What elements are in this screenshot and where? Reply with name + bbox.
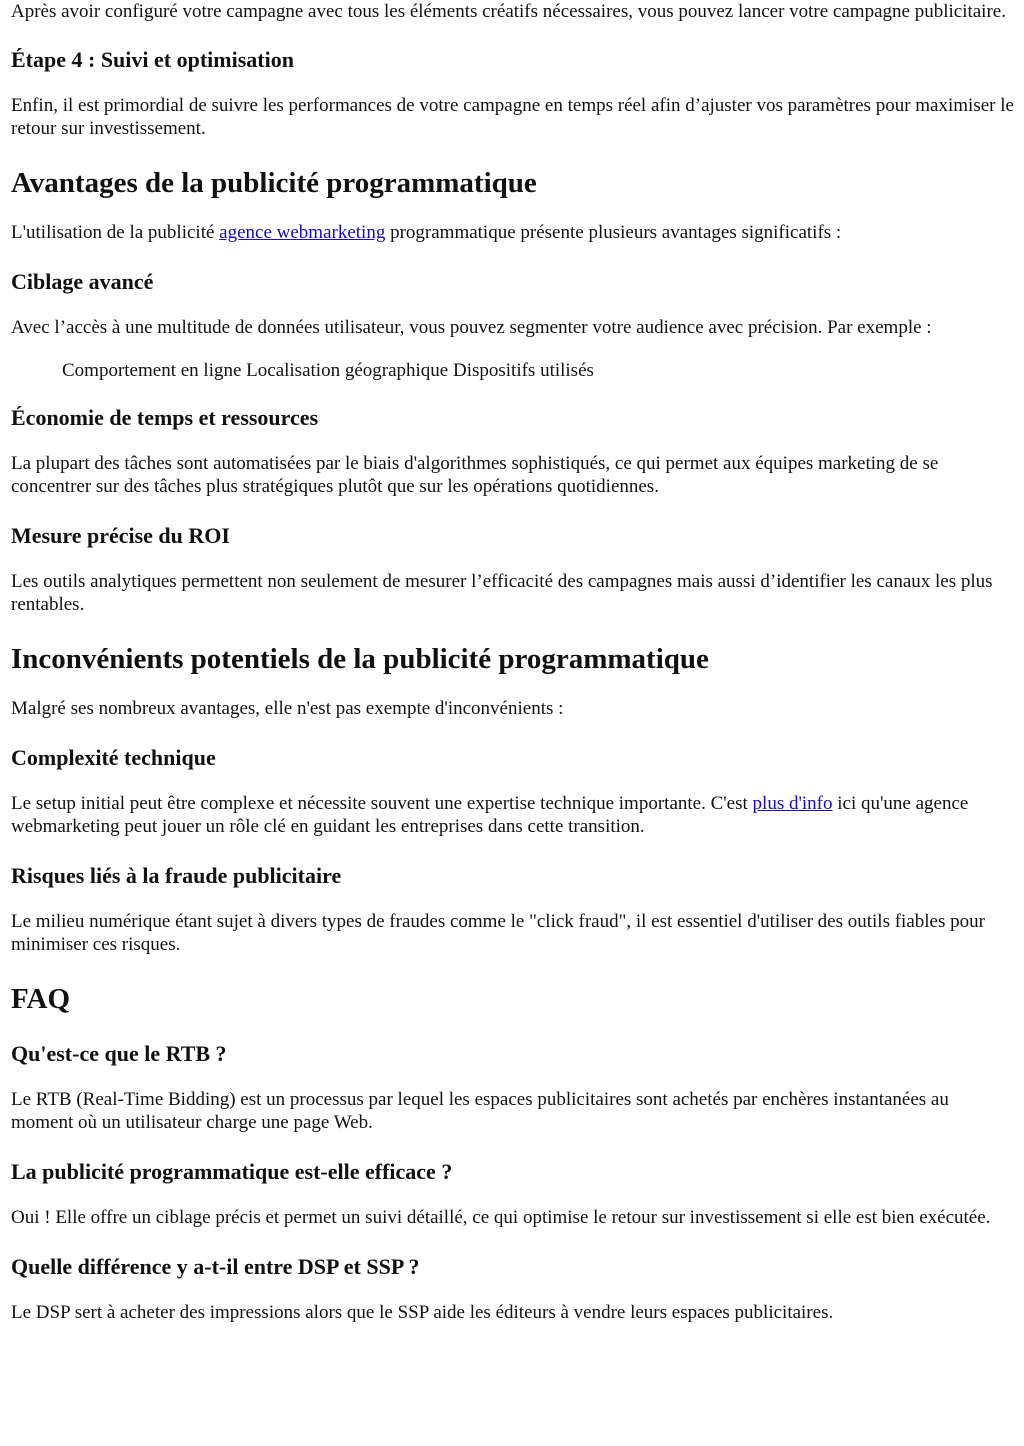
fraud-heading: Risques liés à la fraude publicitaire <box>11 863 342 888</box>
targeting-list: Comportement en ligne Localisation géographique Dispositifs utilisés <box>62 360 594 381</box>
fraud-paragraph: Le milieu numérique étant sujet à divers types de fraudes comme le "click fraud", il est essentiel d'utiliser des outils fiables pour minimiser ces risques. <box>11 911 985 955</box>
plus-info-link[interactable]: plus d'info <box>752 793 833 814</box>
complexity-paragraph <box>11 792 1014 838</box>
targeting-paragraph: Avec l’accès à une multitude de données utilisateur, vous pouvez segmenter votre audience avec précision. Par exemple : <box>11 317 932 338</box>
advantages-heading: Avantages de la publicité programmatique <box>11 167 537 199</box>
drawbacks-intro: Malgré ses nombreux avantages, elle n'est pas exempte d'inconvénients : <box>11 698 564 719</box>
advantages-intro-text-after: programmatique présente plusieurs avantages significatifs : <box>385 222 842 243</box>
intro-paragraph: Après avoir configuré votre campagne avec tous les éléments créatifs nécessaires, vous pouvez lancer votre campagne publicitaire. <box>11 1 1006 22</box>
faq-answer: Le RTB (Real-Time Bidding) est un processus par lequel les espaces publicitaires sont achetés par enchères instantanées au moment où un utilisateur charge une page Web. <box>11 1089 949 1133</box>
faq-heading: FAQ <box>11 983 71 1015</box>
step4-heading: Étape 4 : Suivi et optimisation <box>11 47 294 72</box>
roi-heading: Mesure précise du ROI <box>11 523 230 548</box>
faq-answer: Oui ! Elle offre un ciblage précis et permet un suivi détaillé, ce qui optimise le retour sur investissement si elle est bien exécutée. <box>11 1207 991 1228</box>
advantages-intro <box>11 221 1014 244</box>
complexity-text-after: ici qu'une agence webmarketing peut jouer un rôle clé en guidant les entreprises dans cette transition. <box>11 793 969 837</box>
targeting-heading: Ciblage avancé <box>11 269 154 294</box>
faq-question: Qu'est-ce que le RTB ? <box>11 1041 227 1066</box>
savings-heading: Économie de temps et ressources <box>11 405 319 430</box>
advantages-intro-text-before: L'utilisation de la publicité <box>11 222 220 243</box>
complexity-heading: Complexité technique <box>11 745 216 770</box>
roi-paragraph: Les outils analytiques permettent non seulement de mesurer l’efficacité des campagnes mais aussi d’identifier les canaux les plus rentables. <box>11 571 993 615</box>
faq-question: La publicité programmatique est-elle efficace ? <box>11 1159 453 1184</box>
step4-paragraph: Enfin, il est primordial de suivre les performances de votre campagne en temps réel afin d’ajuster vos paramètres pour maximiser le retour sur investissement. <box>11 95 1014 139</box>
faq-answer: Le DSP sert à acheter des impressions alors que le SSP aide les éditeurs à vendre leurs espaces publicitaires. <box>11 1302 834 1323</box>
savings-paragraph: La plupart des tâches sont automatisées par le biais d'algorithmes sophistiqués, ce qui permet aux équipes marketing de se concentrer sur des tâches plus stratégiques plutôt que sur les opérations quotidiennes. <box>11 453 939 497</box>
agence-webmarketing-link[interactable]: agence webmarketing <box>219 222 386 243</box>
faq-question: Quelle différence y a-t-il entre DSP et SSP ? <box>11 1254 420 1279</box>
drawbacks-heading: Inconvénients potentiels de la publicité programmatique <box>11 643 709 675</box>
complexity-text-before: Le setup initial peut être complexe et nécessite souvent une expertise technique importante. C'est <box>11 793 753 814</box>
